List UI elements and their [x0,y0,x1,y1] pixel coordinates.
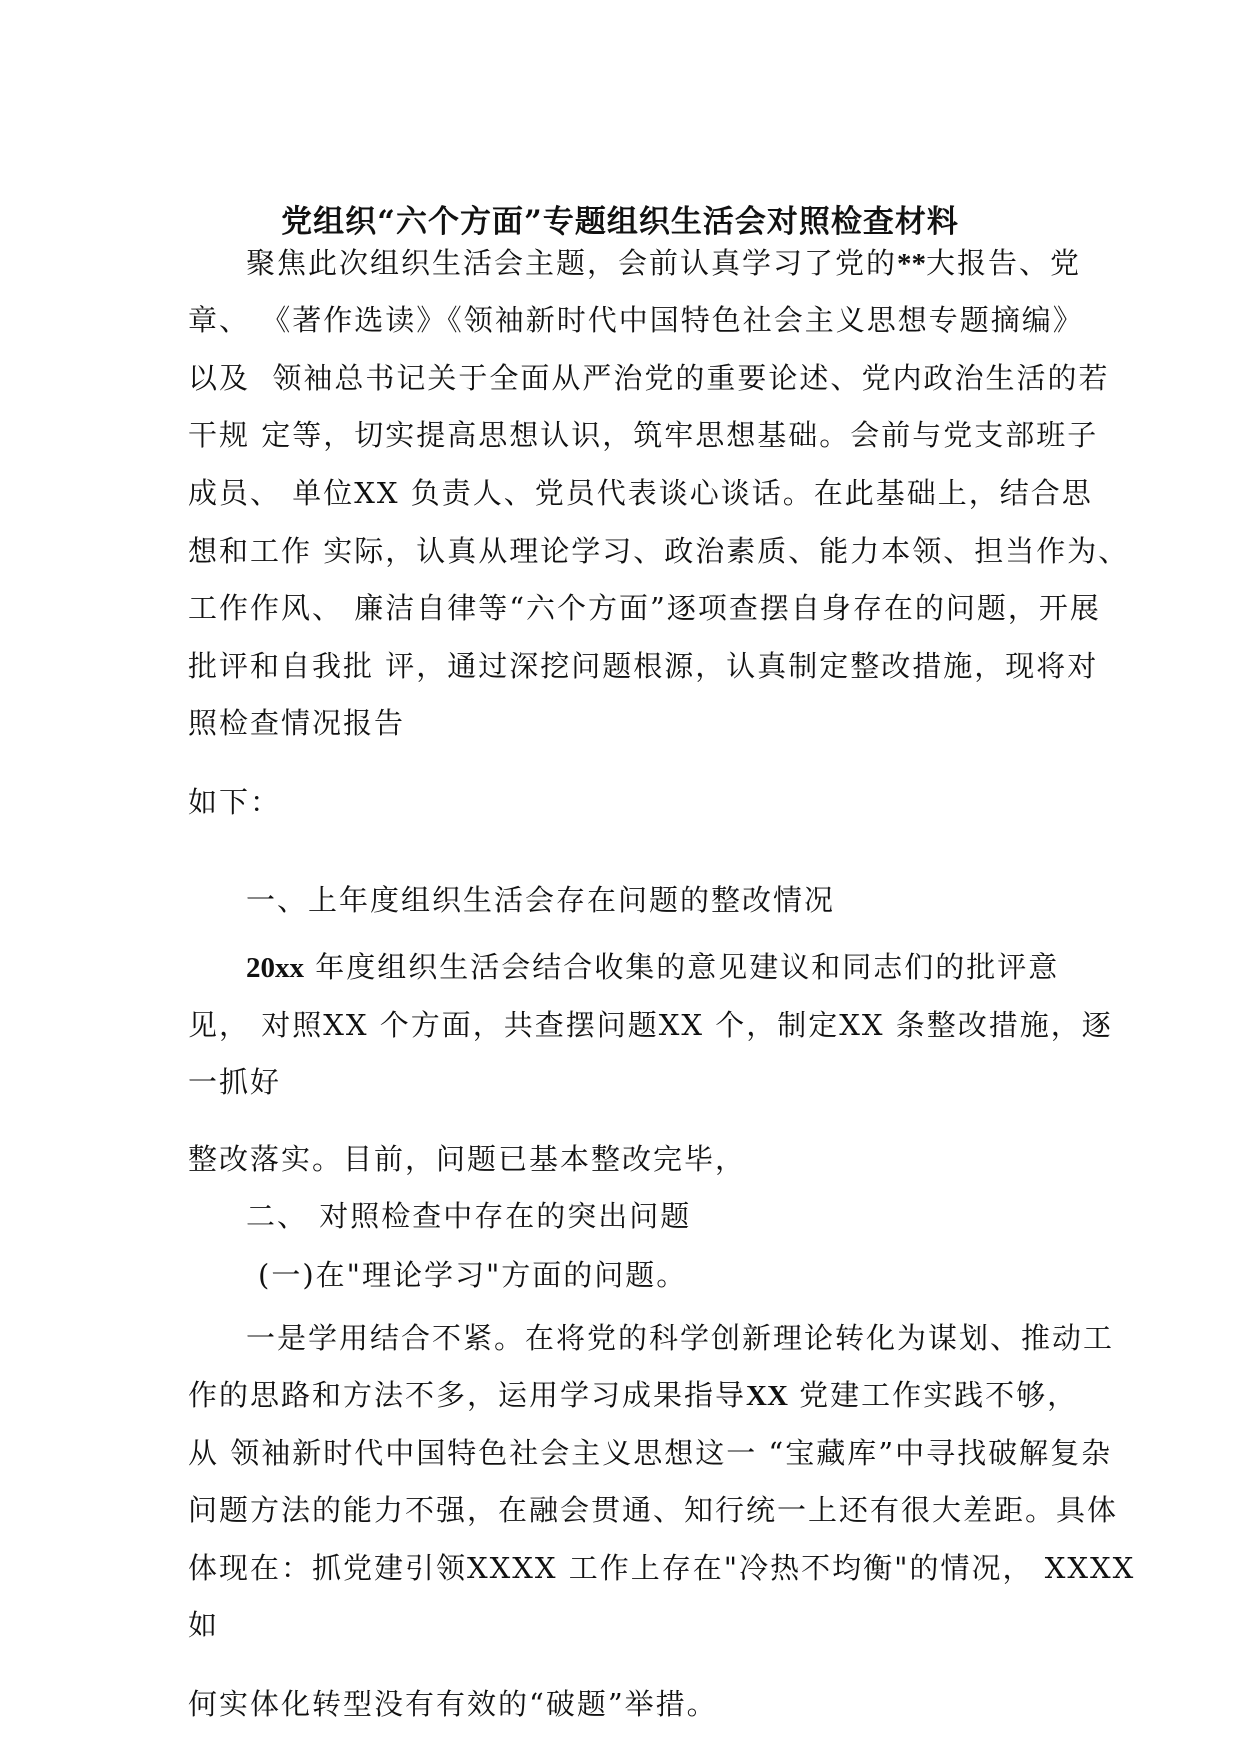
paragraph-line: 工作作风、 廉洁自律等“六个方面”逐项查摆自身存在的问题，开展 [188,591,1101,625]
paragraph-line [188,1375,1078,1416]
bold-text: ** [897,248,927,280]
text-run: 年度组织生活会结合收集的意见建议和同志们的批评意 [315,950,1060,984]
bold-text: 20xx [246,952,304,984]
text-run: 聚焦此次组织生活会主题，会前认真学习了党的 [246,246,898,280]
paragraph-line: 照检查情况报告 [188,706,406,740]
paragraph-line: 成员、 单位XX 负责人、党员代表谈心谈话。在此基础上，结合思 [188,476,1093,510]
text-run: 大报告、党 [926,246,1082,280]
paragraph-line [246,947,1059,988]
paragraph-line: 干规 定等，切实提高思想认识，筑牢思想基础。会前与党支部班子 [188,418,1099,452]
paragraph-line: 章、 《著作选读》《领袖新时代中国特色社会主义思想专题摘编》 [188,303,1084,337]
paragraph-line: 从 领袖新时代中国特色社会主义思想这一 “宝藏库”中寻找破解复杂 [188,1436,1113,1470]
paragraph-line: 以及 领袖总书记关于全面从严治党的重要论述、党内政治生活的若 [188,361,1110,395]
paragraph-line: 一是学用结合不紧。在将党的科学创新理论转化为谋划、推动工 [246,1321,1115,1355]
bold-text: XX [746,1380,788,1412]
document-title: 党组织“六个方面”专题组织生活会对照检查材料 [281,204,959,240]
text-run: 党建工作实践不够， [799,1378,1079,1412]
paragraph-line [246,243,1081,284]
paragraph-line: 如 [188,1608,220,1642]
section-heading: 二、 对照检查中存在的突出问题 [246,1199,692,1233]
paragraph-line: 见， 对照XX 个方面，共查摆问题XX 个，制定XX 条整改措施，逐 [188,1008,1113,1042]
paragraph-line: 整改落实。目前，问题已基本整改完毕， [188,1142,747,1176]
paragraph-line: 如下： [188,785,282,819]
paragraph-line: 体现在：抓党建引领XXXX 工作上存在"冷热不均衡"的情况， XXXX [188,1551,1136,1585]
subsection-heading: (一)在"理论学习"方面的问题。 [258,1258,688,1292]
paragraph-line: 一抓好 [188,1065,282,1099]
paragraph-line: 何实体化转型没有有效的“破题”举措。 [188,1687,718,1721]
paragraph-line: 批评和自我批 评，通过深挖问题根源，认真制定整改措施，现将对 [188,649,1099,683]
paragraph-line: 想和工作 实际，认真从理论学习、政治素质、能力本领、担当作为、 [188,534,1130,568]
section-heading: 一、上年度组织生活会存在问题的整改情况 [246,883,836,917]
text-run: 作的思路和方法不多，运用学习成果指导 [188,1378,747,1412]
paragraph-line: 问题方法的能力不强，在融会贯通、知行统一上还有很大差距。具体 [188,1493,1119,1527]
